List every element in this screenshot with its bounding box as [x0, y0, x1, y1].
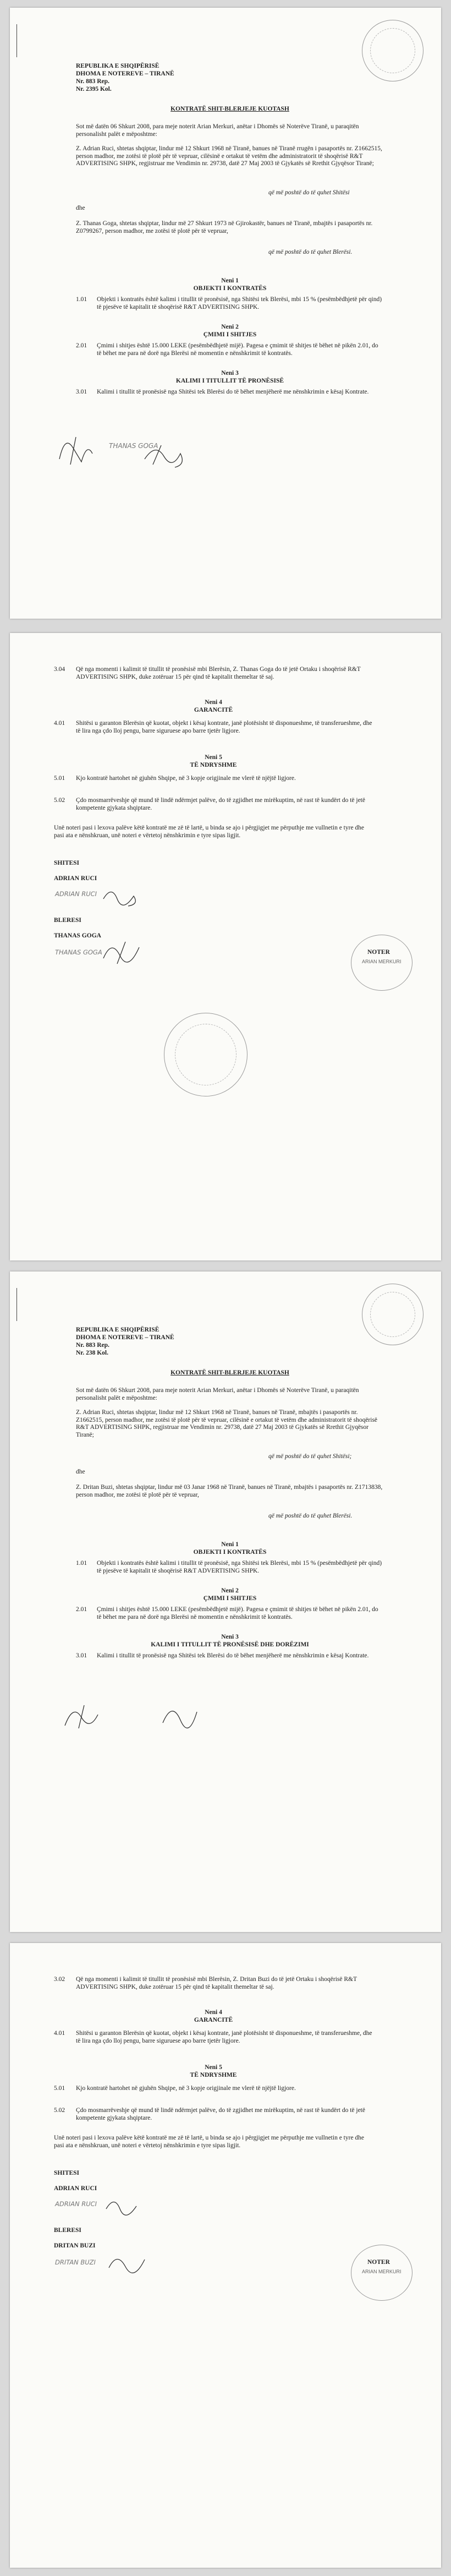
bleresi-label: BLERESI: [54, 917, 81, 924]
notary-seal: [351, 2245, 413, 2301]
seller-name: ADRIAN RUCI: [54, 2185, 97, 2192]
noter-label: NOTER: [367, 949, 390, 956]
signature-name-goga: THANAS GOGA: [109, 442, 158, 450]
neni5-heading: Neni 5: [205, 2064, 222, 2071]
clause-502: Çdo mosmarrëveshje që mund të lindë ndërmjet palëve, do të zgjidhet me mirëkuptim, në rast të kundërt do të jetë kompetente gjykata shqiptare.: [76, 797, 365, 811]
neni1-heading: Neni 1: [221, 277, 239, 284]
seller-paragraph: Z. Adrian Ruci, shtetas shqiptar, lindur më 12 Shkurt 1968 në Tiranë, banues në Tiranë, mbajtës i pasaportës nr. Z1662515, person madhor, me zotësi të plotë për të vepruar, cilësinë e ortakut të vetëm dhe administratorit të shoqërisë R&T ADVERTISING SHPK, regjistruar me Vendimin nr. 29738, datë 27 Maj 2003 të Gjykatës së Rrethit Gjyqësor Tiranë;: [76, 1409, 378, 1438]
noter-name: ARIAN MERKURI: [362, 959, 402, 964]
seller-ref: që më poshtë do të quhet Shitësi;: [268, 1453, 352, 1460]
clause-301: Kalimi i titullit të pronësisë nga Shitësi tek Blerësi do të bëhet menjëherë me nënshkrimin e kësaj Kontrate.: [97, 389, 369, 395]
intro-paragraph: Sot më datën 06 Shkurt 2008, para meje noterit Arian Merkuri, anëtar i Dhomës së Noterëve Tiranë, u paraqitën personalisht palët e mëposhtme:: [76, 123, 359, 138]
contract-title: KONTRATË SHIT-BLERJEJE KUOTASH: [170, 106, 289, 112]
clause-302: Që nga momenti i kalimit të titullit të pronësisë mbi Blerësin, Z. Dritan Buzi do të jetë Ortaku i shoqërisë R&T ADVERTISING SHPK, duke zotëruar 15 për qind të kapitalit themeltar të saj.: [76, 1976, 357, 1990]
clause-number: 1.01: [76, 1560, 87, 1567]
neni5-title: TË NDRYSHME: [190, 2072, 237, 2078]
clause-number: 2.01: [76, 1606, 87, 1613]
noter-label: NOTER: [367, 2259, 390, 2266]
buyer-name: THANAS GOGA: [54, 932, 101, 939]
page-edge-mark: [16, 24, 17, 57]
clause-number: 5.02: [54, 797, 65, 804]
signature-seller: [103, 2195, 142, 2217]
clause-number: 4.01: [54, 720, 65, 727]
clause-number: 4.01: [54, 2030, 65, 2037]
noter-name: ARIAN MERKURI: [362, 2269, 402, 2274]
clause-number: 3.01: [76, 389, 87, 395]
neni1-heading: Neni 1: [221, 1541, 239, 1548]
shitesi-label: SHITESI: [54, 860, 80, 866]
buyer-paragraph: Z. Thanas Goga, shtetas shqiptar, lindur më 27 Shkurt 1973 në Gjirokastër, banues në Tiranë, mbajtës i pasaportës nr. Z0799267, person madhor, me zotësi të plotë për të vepruar,: [76, 220, 373, 234]
clause-number: 3.02: [54, 1976, 65, 1983]
buyer-ref: që më poshtë do të quhet Blerësi.: [268, 249, 353, 255]
signature-seller-handwritten: ADRIAN RUCI: [55, 2200, 97, 2208]
clause-number: 3.01: [76, 1652, 87, 1659]
neni2-heading: Neni 2: [221, 1587, 239, 1594]
document-page-2: [10, 633, 441, 1260]
signature-seller: [101, 885, 145, 907]
clause-number: 3.04: [54, 666, 65, 673]
signature-seller: [54, 432, 98, 470]
neni4-heading: Neni 4: [205, 2009, 222, 2016]
clause-number: 1.01: [76, 296, 87, 303]
clause-304: Që nga momenti i kalimit të titullit të pronësisë mbi Blerësin, Z. Thanas Goga do të jetë Ortaku i shoqërisë R&T ADVERTISING SHPK, duke zotëruar 15 për qind të kapitalit themeltar të saj.: [76, 666, 361, 680]
dhe-text: dhe: [76, 205, 85, 211]
signature-buyer: [101, 939, 150, 967]
header-dhoma: DHOMA E NOTEREVE – TIRANË: [76, 70, 174, 77]
signature-buyer-handwritten: DRITAN BUZI: [55, 2258, 96, 2266]
notary-seal-inner: [370, 1292, 415, 1337]
header-dhoma: DHOMA E NOTEREVE – TIRANË: [76, 1334, 174, 1341]
buyer-ref: që më poshtë do të quhet Blerësi.: [268, 1513, 353, 1519]
bleresi-label: BLERESI: [54, 2227, 81, 2234]
header-republika: REPUBLIKA E SHQIPËRISË: [76, 1327, 160, 1333]
clause-401: Shitësi u garanton Blerësin që kuotat, objekt i kësaj kontrate, janë plotësisht të disponueshme, të transferueshme, dhe të lira nga çdo lloj pengu, barre siguruese apo barre tjetër ligjore.: [76, 720, 372, 734]
contract-title: KONTRATË SHIT-BLERJEJE KUOTASH: [170, 1369, 289, 1376]
dhe-text: dhe: [76, 1469, 85, 1475]
clause-201: Çmimi i shitjes është 15.000 LEKE (pesëmbëdhjetë mijë). Pagesa e çmimit të shitjes të bëhet në pikën 2.01, do të bëhet me para në dorë nga Blerësi në momentin e nënshkrimit të kontratës.: [97, 342, 378, 357]
header-nr-kol: Nr. 2395 Kol.: [76, 86, 112, 92]
signature-buyer: [158, 1701, 202, 1734]
header-nr-kol: Nr. 238 Kol.: [76, 1350, 108, 1356]
intro-paragraph: Sot më datën 06 Shkurt 2008, para meje noterit Arian Merkuri, anëtar i Dhomës së Noterëve Tiranë, u paraqitën personalisht palët e mëposhtme:: [76, 1387, 359, 1401]
neni3-title: KALIMI I TITULLIT TË PRONËSISË: [175, 378, 284, 384]
neni3-heading: Neni 3: [221, 1634, 239, 1640]
seller-ref: që më poshtë do të quhet Shitësi: [268, 189, 350, 196]
clause-201: Çmimi i shitjes është 15.000 LEKE (pesëmbëdhjetë mijë). Pagesa e çmimit të shitjes të bëhet në pikën 2.01, do të bëhet me para në dorë nga Blerësi në momentin e nënshkrimit të kontratës.: [97, 1606, 378, 1620]
page-edge-mark: [16, 1288, 17, 1321]
clause-101: Objekti i kontratës është kalimi i titullit të pronësisë, nga Shitësi tek Blerësi, mbi 15 % (pesëmbëdhjetë për qind) të pjesëve të kapitalit të shoqërisë R&T ADVERTISING SHPK.: [97, 1560, 382, 1574]
clause-401: Shitësi u garanton Blerësin që kuotat, objekt i kësaj kontrate, janë plotësisht të disponueshme, të transferueshme, dhe të lira nga çdo lloj pengu, barre siguruese apo barre tjetër ligjore.: [76, 2030, 372, 2044]
neni4-title: GARANCITË: [194, 707, 233, 713]
notary-seal: [351, 935, 413, 991]
clause-501: Kjo kontratë hartohet në gjuhën Shqipe, në 3 kopje origjinale me vlerë të njëjtë ligjore.: [76, 2085, 296, 2092]
notary-seal-inner: [370, 28, 415, 73]
document-page-1: [10, 8, 441, 619]
clause-501: Kjo kontratë hartohet në gjuhën Shqipe, në 3 kopje origjinale me vlerë të njëjtë ligjore.: [76, 775, 296, 782]
clause-101: Objekti i kontratës është kalimi i titullit të pronësisë, nga Shitësi tek Blerësi, mbi 15 % (pesëmbëdhjetë për qind) të pjesëve të kapitalit të shoqërisë R&T ADVERTISING SHPK.: [97, 296, 382, 310]
neni3-heading: Neni 3: [221, 370, 239, 376]
closing-paragraph: Unë noteri pasi i lexova palëve këtë kontratë me zë të lartë, u binda se ajo i përgjigjet me përputhje me vullnetin e tyre dhe pasi ata e nënshkruan, unë noteri e vërtetoj nënshkrimin e tyre sipas ligjit.: [54, 2135, 365, 2149]
neni5-heading: Neni 5: [205, 754, 222, 761]
header-nr-rep: Nr. 883 Rep.: [76, 78, 109, 85]
neni2-title: ÇMIMI I SHITJES: [203, 331, 257, 338]
clause-502: Çdo mosmarrëveshje që mund të lindë ndërmjet palëve, do të zgjidhet me mirëkuptim, në rast të kundërt do të jetë kompetente gjykata shqiptare.: [76, 2107, 365, 2121]
document-page-3: [10, 1271, 441, 1932]
clause-number: 5.02: [54, 2107, 65, 2114]
shitesi-label: SHITESI: [54, 2170, 80, 2176]
neni4-heading: Neni 4: [205, 699, 222, 706]
neni4-title: GARANCITË: [194, 2017, 233, 2023]
clause-number: 5.01: [54, 775, 65, 782]
signature-buyer: [142, 443, 191, 470]
clause-number: 2.01: [76, 342, 87, 349]
clause-number: 5.01: [54, 2085, 65, 2092]
header-republika: REPUBLIKA E SHQIPËRISË: [76, 63, 160, 69]
closing-paragraph: Unë noteri pasi i lexova palëve këtë kontratë me zë të lartë, u binda se ajo i përgjigjet me përputhje me vullnetin e tyre dhe pasi ata e nënshkruan, unë noteri e vërtetoj nënshkrimin e tyre sipas ligjit.: [54, 825, 365, 839]
signature-buyer-handwritten: THANAS GOGA: [55, 948, 102, 956]
buyer-name: DRITAN BUZI: [54, 2242, 96, 2249]
neni1-title: OBJEKTI I KONTRATËS: [193, 285, 267, 292]
seller-paragraph: Z. Adrian Ruci, shtetas shqiptar, lindur më 12 Shkurt 1968 në Tiranë, banues në Tiranë rrugën i pasaportës nr. Z1662515, person madhor, me zotësi të plotë për të vepruar, cilësinë e ortakut të vetëm dhe administratorit të shoqërisë R&T ADVERTISING SHPK, regjistruar me Vendimin nr. 29738, datë 27 Maj 2003 të Gjykatës së Rrethit Gjyqësor Tiranë;: [76, 145, 382, 167]
header-nr-rep: Nr. 883 Rep.: [76, 1342, 109, 1349]
official-stamp-inner: [175, 1024, 237, 1085]
neni3-title: KALIMI I TITULLIT TË PRONËSISË DHE DORËZIMI: [151, 1641, 309, 1648]
signature-seller-handwritten: ADRIAN RUCI: [55, 890, 97, 898]
neni1-title: OBJEKTI I KONTRATËS: [193, 1549, 267, 1556]
buyer-paragraph: Z. Dritan Buzi, shtetas shqiptar, lindur më 03 Janar 1968 në Tiranë, banues në Tiranë, mbajtës i pasaportës nr. Z1713838, person madhor, me zotësi të plotë për të vepruar,: [76, 1484, 383, 1498]
signature-buyer: [106, 2251, 150, 2273]
document-page-4: [10, 1943, 441, 2568]
neni2-title: ÇMIMI I SHITJES: [203, 1595, 257, 1602]
neni2-heading: Neni 2: [221, 324, 239, 330]
neni5-title: TË NDRYSHME: [190, 762, 237, 768]
signature-seller: [59, 1701, 109, 1734]
clause-301: Kalimi i titullit të pronësisë nga Shitësi tek Blerësi do të bëhet menjëherë me nënshkrimin e kësaj Kontrate.: [97, 1652, 369, 1659]
seller-name: ADRIAN RUCI: [54, 875, 97, 882]
